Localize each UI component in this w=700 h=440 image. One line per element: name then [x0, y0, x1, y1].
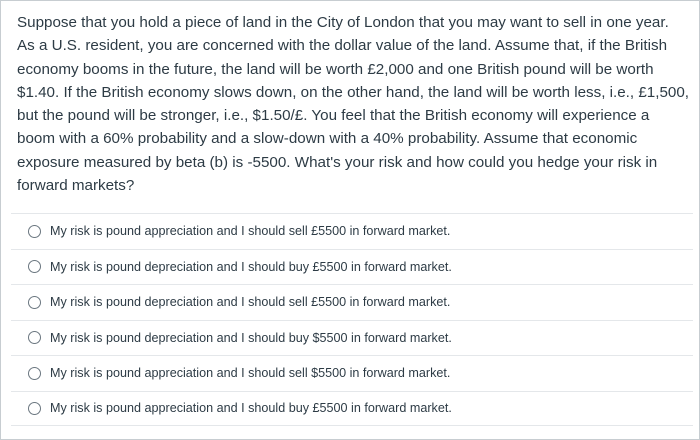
question-text: Suppose that you hold a piece of land in the City of London that you may want to sell in one year. As a U.S. resident, you are concerned with the dollar value of the land. Assume that, if the British economy booms in the future, the land will be worth £2,000 and one British pound will be worth $1.40. If the British economy slows down, on the other hand, the land will be worth less, i.e., £1,500, but the pound will be stronger, i.e., $1.50/£. You feel that the British economy will experience a boom with a 60% probability and a slow-down with a 40% probability. Assume that economic exposure measured by beta (b) is -5500. What's your risk and how could you hedge your risk in forward markets?: [17, 14, 690, 195]
radio-button-icon[interactable]: [28, 225, 41, 238]
answer-list: [11, 213, 693, 426]
answer-option-4[interactable]: [11, 320, 693, 356]
radio-button-icon[interactable]: [28, 367, 41, 380]
answer-option-5[interactable]: [11, 355, 693, 391]
radio-button-icon[interactable]: [28, 402, 41, 415]
answer-label: My risk is pound appreciation and I should sell £5500 in forward market.: [50, 224, 451, 239]
radio-button-icon[interactable]: [28, 260, 41, 273]
answer-label: My risk is pound appreciation and I should buy £5500 in forward market.: [50, 401, 452, 416]
answer-option-6[interactable]: [11, 391, 693, 427]
answer-label: My risk is pound depreciation and I should buy $5500 in forward market.: [50, 330, 452, 345]
answer-label: My risk is pound depreciation and I should buy £5500 in forward market.: [50, 259, 452, 274]
answer-label: My risk is pound depreciation and I should sell £5500 in forward market.: [50, 295, 451, 310]
answer-option-3[interactable]: [11, 284, 693, 320]
radio-button-icon[interactable]: [28, 331, 41, 344]
answer-option-1[interactable]: [11, 213, 693, 249]
answer-label: My risk is pound appreciation and I should sell $5500 in forward market.: [50, 366, 451, 381]
radio-button-icon[interactable]: [28, 296, 41, 309]
answer-option-2[interactable]: [11, 249, 693, 285]
